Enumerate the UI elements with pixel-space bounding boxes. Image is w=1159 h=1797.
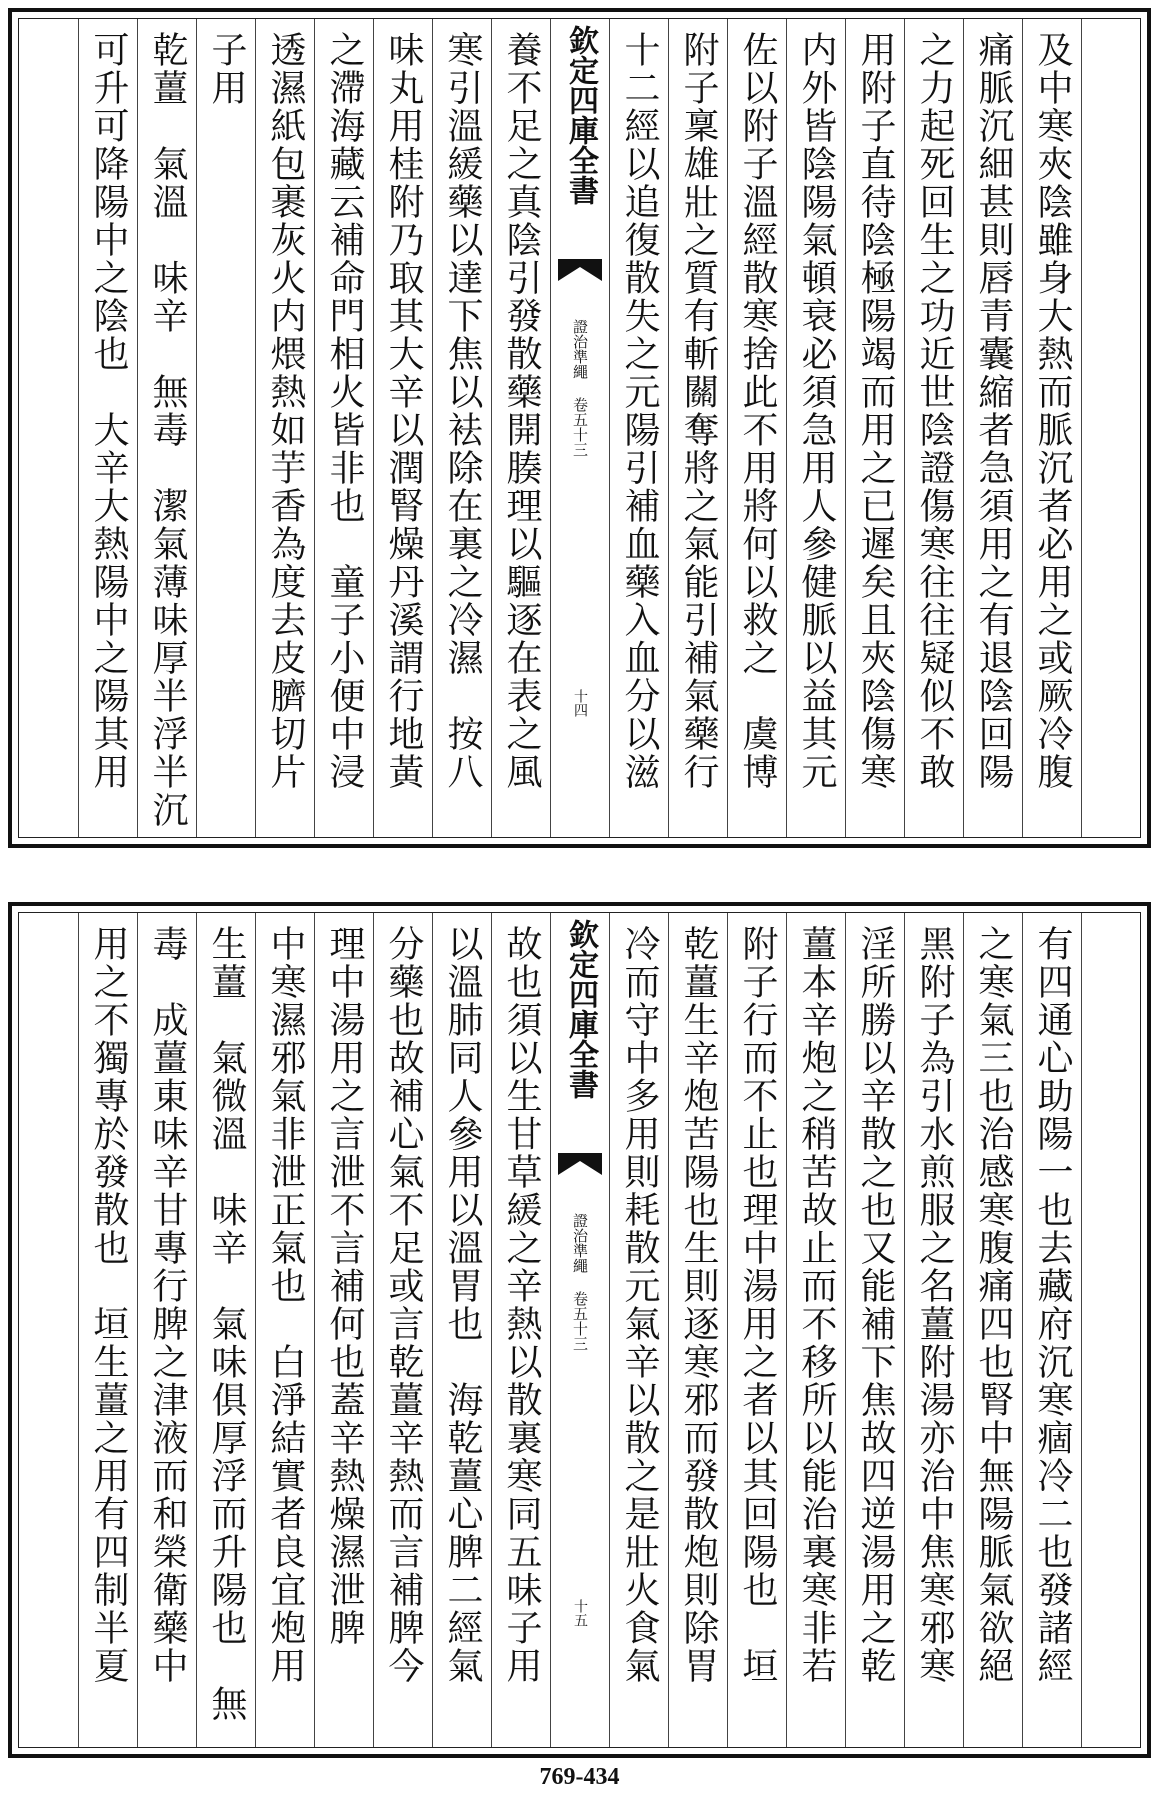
column-text: 中寒濕邪氣非泄正氣也 白淨結實者良宜炮用 bbox=[265, 925, 306, 1685]
column-text: 生薑 氣微溫 味辛 氣味俱厚浮而升陽也 無 bbox=[206, 925, 247, 1723]
column-text: 毒 成薑東味辛甘專行脾之津液而和榮衛藥中 bbox=[147, 925, 188, 1685]
center-fold-column bbox=[550, 913, 609, 1747]
column-text: 用之不獨專於發散也 垣生薑之用有四制半夏 bbox=[88, 925, 129, 1685]
column-text: 之滯海藏云補命門相火皆非也 童子小便中浸 bbox=[324, 31, 365, 791]
empty-column bbox=[1081, 913, 1140, 1747]
text-column bbox=[137, 19, 196, 837]
empty-column bbox=[19, 19, 78, 837]
book-title: 欽定四庫全書 bbox=[563, 25, 598, 205]
column-text: 黑附子為引水煎服之名薑附湯亦治中焦寒邪寒 bbox=[914, 925, 955, 1685]
column-text: 子用 bbox=[206, 31, 247, 107]
text-column bbox=[845, 913, 904, 1747]
column-text: 附子行而不止也理中湯用之者以其回陽也 垣 bbox=[737, 925, 778, 1685]
column-text: 寒引溫緩藥以達下焦以袪除在裏之冷濕 按八 bbox=[442, 31, 483, 791]
column-text: 内外皆陰陽氣頓衰必須急用人參健脈以益其元 bbox=[796, 31, 837, 791]
text-column bbox=[432, 913, 491, 1747]
fishtail-mark-icon bbox=[558, 259, 602, 281]
column-text: 理中湯用之言泄不言補何也蓋辛熱燥濕泄脾 bbox=[324, 925, 365, 1647]
text-column bbox=[668, 913, 727, 1747]
text-column bbox=[727, 913, 786, 1747]
column-text: 冷而守中多用則耗散元氣辛以散之是壯火食氣 bbox=[619, 925, 660, 1685]
text-column bbox=[609, 19, 668, 837]
bottom-page-panel bbox=[8, 902, 1151, 1758]
text-column bbox=[786, 913, 845, 1747]
text-column bbox=[196, 913, 255, 1747]
text-column bbox=[1022, 19, 1081, 837]
text-column bbox=[904, 19, 963, 837]
column-text: 故也須以生甘草緩之辛熱以散裏寒同五味子用 bbox=[501, 925, 542, 1685]
text-column bbox=[1022, 913, 1081, 1747]
page-number: 769-434 bbox=[539, 1764, 620, 1790]
volume-label: 證治準繩 卷五十三 bbox=[571, 319, 589, 457]
column-text: 有四通心助陽一也去藏府沉寒痼冷二也發諸經 bbox=[1032, 925, 1073, 1685]
text-column bbox=[904, 913, 963, 1747]
text-column bbox=[491, 19, 550, 837]
column-text: 透濕紙包裹灰火内煨熱如芋香為度去皮臍切片 bbox=[265, 31, 306, 791]
center-fold-column bbox=[550, 19, 609, 837]
top-page-panel bbox=[8, 8, 1151, 848]
column-text: 用附子直待陰極陽竭而用之已遲矣且夾陰傷寒 bbox=[855, 31, 896, 791]
text-column bbox=[314, 19, 373, 837]
column-text: 乾薑 氣溫 味辛 無毒 潔氣薄味厚半浮半沉 bbox=[147, 31, 188, 829]
text-column bbox=[314, 913, 373, 1747]
column-text: 之寒氣三也治感寒腹痛四也腎中無陽脈氣欲絕 bbox=[973, 925, 1014, 1685]
folio-number: 十五 bbox=[572, 1599, 588, 1627]
column-text: 十二經以追復散失之元陽引補血藥入血分以滋 bbox=[619, 31, 660, 791]
text-column bbox=[786, 19, 845, 837]
book-title: 欽定四庫全書 bbox=[563, 919, 598, 1099]
text-column bbox=[963, 19, 1022, 837]
column-text: 之力起死回生之功近世陰證傷寒往往疑似不敢 bbox=[914, 31, 955, 791]
top-text-grid bbox=[19, 19, 1140, 837]
text-column bbox=[137, 913, 196, 1747]
column-text: 佐以附子溫經散寒捨此不用將何以救之 虞博 bbox=[737, 31, 778, 791]
text-column bbox=[668, 19, 727, 837]
text-column bbox=[963, 913, 1022, 1747]
empty-column bbox=[19, 913, 78, 1747]
text-column bbox=[845, 19, 904, 837]
column-text: 痛脈沉細甚則唇青囊縮者急須用之有退陰回陽 bbox=[973, 31, 1014, 791]
text-column bbox=[727, 19, 786, 837]
text-column bbox=[78, 19, 137, 837]
text-column bbox=[491, 913, 550, 1747]
column-text: 養不足之真陰引發散藥開腠理以驅逐在表之風 bbox=[501, 31, 542, 791]
column-text: 味丸用桂附乃取其大辛以潤腎燥丹溪謂行地黃 bbox=[383, 31, 424, 791]
folio-number: 十四 bbox=[572, 689, 588, 717]
column-text: 以溫肺同人參用以溫胃也 海乾薑心脾二經氣 bbox=[442, 925, 483, 1685]
column-text: 及中寒夾陰雖身大熱而脈沉者必用之或厥冷腹 bbox=[1032, 31, 1073, 791]
empty-column bbox=[1081, 19, 1140, 837]
text-column bbox=[255, 19, 314, 837]
text-column bbox=[432, 19, 491, 837]
volume-label: 證治準繩 卷五十三 bbox=[571, 1213, 589, 1351]
text-column bbox=[196, 19, 255, 837]
text-column bbox=[78, 913, 137, 1747]
text-column bbox=[373, 19, 432, 837]
text-column bbox=[373, 913, 432, 1747]
column-text: 分藥也故補心氣不足或言乾薑辛熱而言補脾今 bbox=[383, 925, 424, 1685]
text-column bbox=[609, 913, 668, 1747]
column-text: 附子稟雄壯之質有斬關奪將之氣能引補氣藥行 bbox=[678, 31, 719, 791]
text-column bbox=[255, 913, 314, 1747]
column-text: 淫所勝以辛散之也又能補下焦故四逆湯用之乾 bbox=[855, 925, 896, 1685]
fishtail-mark-icon bbox=[558, 1153, 602, 1175]
column-text: 乾薑生辛炮苦陽也生則逐寒邪而發散炮則除胃 bbox=[678, 925, 719, 1685]
column-text: 可升可降陽中之陰也 大辛大熱陽中之陽其用 bbox=[88, 31, 129, 791]
bottom-text-grid bbox=[19, 913, 1140, 1747]
column-text: 薑本辛炮之稍苦故止而不移所以能治裏寒非若 bbox=[796, 925, 837, 1685]
